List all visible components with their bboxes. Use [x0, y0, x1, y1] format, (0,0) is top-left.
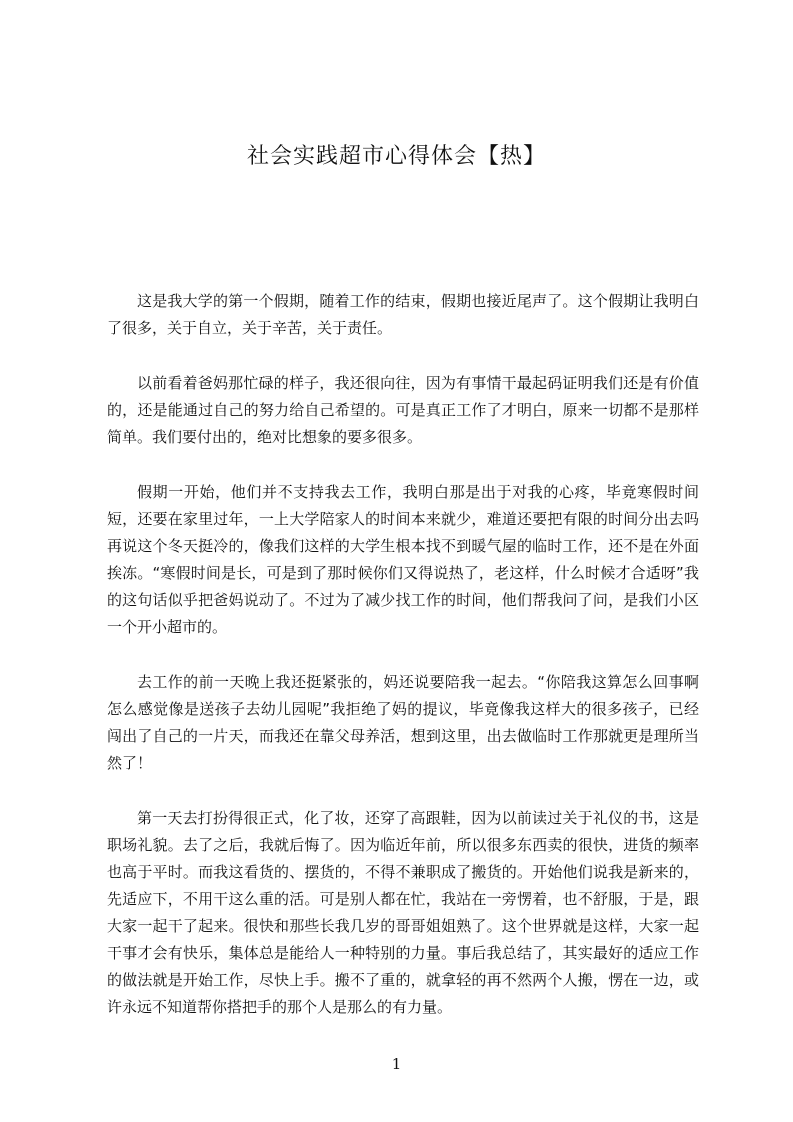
paragraph-4: 去工作的前一天晚上我还挺紧张的，妈还说要陪我一起去。“你陪我这算怎么回事啊怎么感觉像是送孩子去幼儿园呢”我拒绝了妈的提议，毕竟像我这样大的很多孩子，已经闯出了自己的一片天，而我还在靠父母养活，想到这里，出去做临时工作那就更是理所当然了！ [107, 673, 699, 772]
document-title: 社会实践超市心得体会【热】 [246, 144, 546, 169]
paragraph-5: 第一天去打扮得很正式，化了妆，还穿了高跟鞋，因为以前读过关于礼仪的书，这是职场礼貌。去了之后，我就后悔了。因为临近年前，所以很多东西卖的很快，进货的频率也高于平时。而我这看货的、摆货的，不得不兼职成了搬货的。开始他们说我是新来的，先适应下，不用干这么重的活。可是别人都在忙，我站在一旁愣着，也不舒服，于是，跟大家一起干了起来。很快和那些长我几岁的哥哥姐姐熟了。这个世界就是这样，大家一起干事才会有快乐，集体总是能给人一种特别的力量。事后我总结了，其实最好的适应工作的做法就是开始工作，尽快上手。搬不了重的，就拿轻的再不然两个人搬，愣在一边，或许永远不知道帮你搭把手的那个人是那么的有力量。 [107, 809, 699, 1016]
document-body [107, 288, 699, 1049]
paragraph-3: 假期一开始，他们并不支持我去工作，我明白那是出于对我的心疼，毕竟寒假时间短，还要在家里过年，一上大学陪家人的时间本来就少，难道还要把有限的时间分出去吗再说这个冬天挺冷的，像我们这样的大学生根本找不到暖气屋的临时工作，还不是在外面挨冻。“寒假时间是长，可是到了那时候你们又得说热了，老这样，什么时候才合适呀”我的这句话似乎把爸妈说动了。不过为了减少找工作的时间，他们帮我问了问，是我们小区一个开小超市的。 [107, 483, 699, 636]
page-number: 1 [391, 1055, 402, 1073]
paragraph-1: 这是我大学的第一个假期，随着工作的结束，假期也接近尾声了。这个假期让我明白了很多，关于自立，关于辛苦，关于责任。 [107, 292, 699, 337]
paragraph-2: 以前看着爸妈那忙碌的样子，我还很向往，因为有事情干最起码证明我们还是有价值的，还是能通过自己的努力给自己希望的。可是真正工作了才明白，原来一切都不是那样简单。我们要付出的，绝对比想象的要多很多。 [107, 374, 699, 446]
